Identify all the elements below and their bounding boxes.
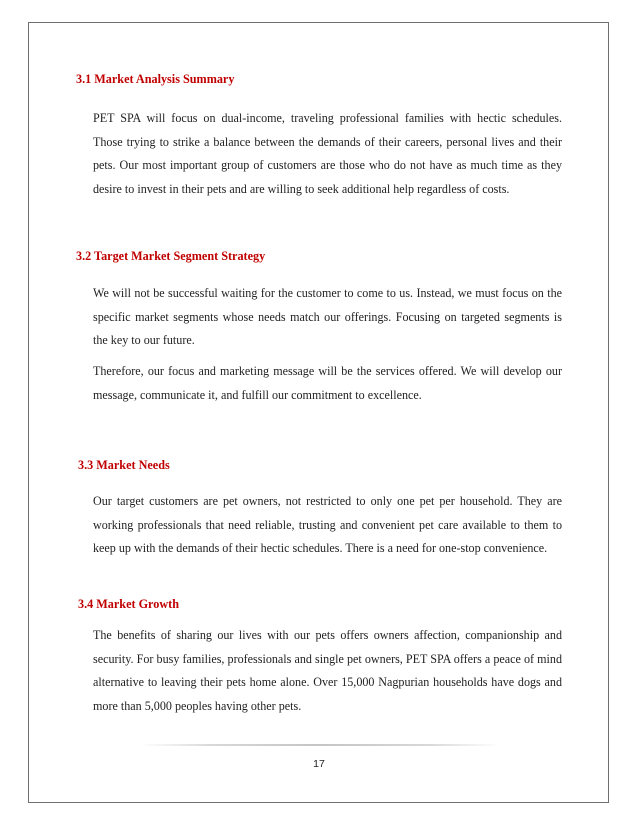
paragraph-target-market-segment-strategy-1: We will not be successful waiting for the customer to come to us. Instead, we must focus on the specific market segments whose needs match our offerings. Focusing on targeted segments is the key to our future.: [93, 286, 562, 348]
section-heading-market-needs: 3.3 Market Needs: [78, 458, 170, 472]
section-heading-market-growth: 3.4 Market Growth: [78, 597, 179, 611]
paragraph-market-needs: Our target customers are pet owners, not restricted to only one pet per household. They are working professionals that need reliable, trusting and convenient pet care available to them to keep up with the demands of their hectic schedules. There is a need for one-stop convenience.: [93, 494, 562, 556]
section-heading-market-analysis-summary: 3.1 Market Analysis Summary: [76, 72, 235, 86]
paragraph-market-analysis-summary: PET SPA will focus on dual-income, traveling professional families with hectic schedules. Those trying to strike a balance between the demands of their careers, personal lives and their pets. Our most important group of customers are those who do not have as much time as they desire to invest in their pets and are willing to seek additional help regardless of costs.: [93, 111, 562, 196]
page-number: 17: [313, 758, 325, 770]
section-heading-target-market-segment-strategy: 3.2 Target Market Segment Strategy: [76, 249, 266, 263]
footer-divider: [140, 744, 500, 746]
paragraph-target-market-segment-strategy-2: Therefore, our focus and marketing message will be the services offered. We will develop our message, communicate it, and fulfill our commitment to excellence.: [93, 364, 562, 402]
paragraph-market-growth: The benefits of sharing our lives with our pets offers owners affection, companionship and security. For busy families, professionals and single pet owners, PET SPA offers a peace of mind alternative to leaving their pets home alone. Over 15,000 Nagpurian households have dogs and more than 5,000 peoples having other pets.: [93, 628, 562, 713]
